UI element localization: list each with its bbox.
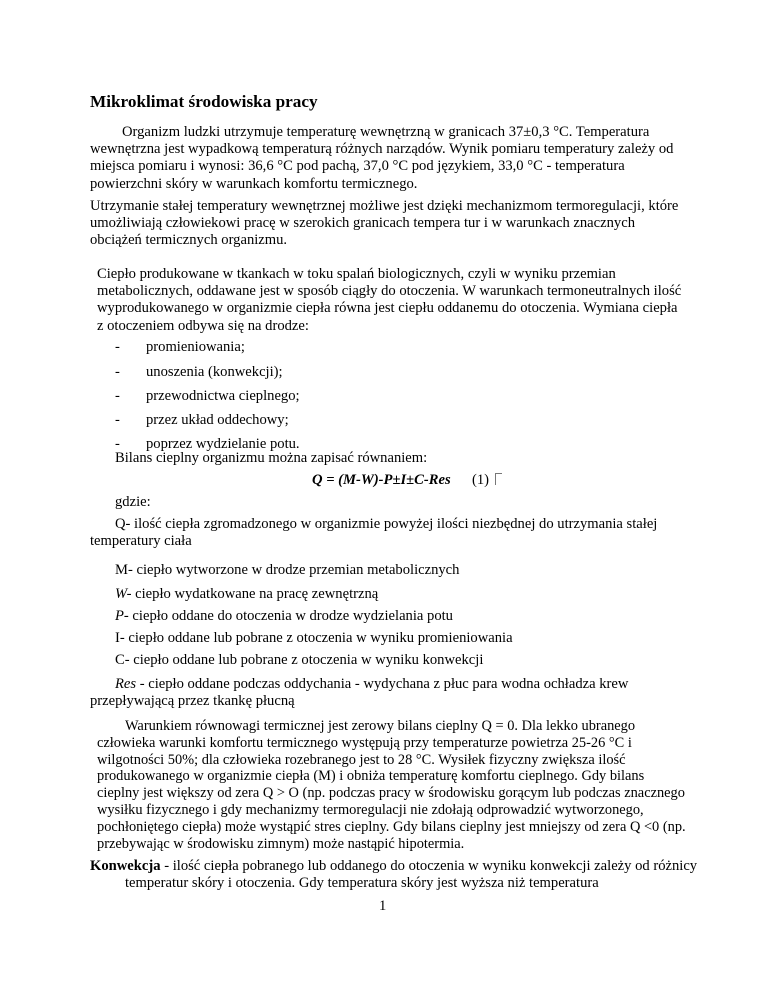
def-text: ciepło oddane do otoczenia w drodze wydzielania potu [128,608,453,624]
def-symbol: I- [115,630,125,646]
page-number: 1 [379,898,387,914]
list-dash: - [115,388,120,404]
list-item-text: promieniowania; [146,339,245,355]
equation-number: (1) [471,472,489,488]
equation-marker [495,473,502,485]
list-dash: - [115,364,120,380]
paragraph-termoregulacja: Utrzymanie stałej temperatury wewnętrznej możliwe jest dzięki mechanizmom termoregulacji, które umożliwiają człowiekowi pracę w szerokich granicach tempera tur i w warunkach znacznych obciążeń termicznych organizmu. [90,198,679,249]
list-item-text: przewodnictwa cieplnego; [146,388,300,404]
def-text: ciepło wydatkowane na pracę zewnętrzną [131,586,379,602]
def-symbol: C- [115,652,130,668]
equation-row [312,472,502,489]
bilans-intro: Bilans cieplny organizmu można zapisać równaniem: [115,450,428,466]
def-text: ciepło oddane lub pobrane z otoczenia w wyniku konwekcji [129,652,484,668]
list-item-text: poprzez wydzielanie potu. [146,436,300,452]
list-dash: - [115,339,120,355]
list-item-text: przez układ oddechowy; [146,412,289,428]
def-C [115,652,483,669]
def-text: ciepło oddane lub pobrane z otoczenia w wyniku promieniowania [124,630,513,646]
paragraph-intro: Organizm ludzki utrzymuje temperaturę wewnętrzną w granicach 37±0,3 °C. Temperatura wewnętrzna jest wypadkową temperaturą różnych narządów. Wynik pomiaru temperatury zależy od miejsca pomiaru i wynosi: 36,6 °C pod pachą, 37,0 °C pod językiem, 33,0 °C - temperatura powierzchni skóry w warunkach komfortu termicznego. [90,124,674,192]
paragraph-cieplo: Ciepło produkowane w tkankach w toku spalań biologicznych, czyli w wyniku przemian metabolicznych, oddawane jest w sposób ciągły do otoczenia. W warunkach termoneutralnych ilość wyprodukowanego w organizmie ciepła równa jest ciepłu oddanemu do otoczenia. Wymiana ciepła z otoczeniem odbywa się na drodze: [97,266,682,334]
def-text: ciepło oddane podczas oddychania - wydychana z płuc para wodna ochładza krew przepływającą przez tkankę płucną [90,676,629,710]
def-Q [90,516,690,550]
def-text: ciepło wytworzone w drodze przemian metabolicznych [132,562,460,578]
def-symbol: P- [115,608,129,624]
paragraph-konwekcja [90,858,725,892]
def-W [115,586,378,603]
def-symbol: Q- [115,516,131,532]
konwekcja-term: Konwekcja [90,858,161,874]
def-symbol: M- [115,562,133,578]
list-dash: - [115,412,120,428]
def-symbol: Res - [115,676,145,692]
def-M [115,562,459,579]
def-text: ilość ciepła zgromadzonego w organizmie powyżej ilości niezbędnej do utrzymania stałej temperatury ciała [90,516,658,550]
def-P [115,608,453,625]
def-Res [90,676,690,710]
gdzie-label: gdzie: [115,494,151,510]
paragraph-rownowaga: Warunkiem równowagi termicznej jest zerowy bilans cieplny Q = 0. Dla lekko ubranego człowieka warunki komfortu termicznego występują przy temperaturze powietrza 25-26 °C i wilgotności 50%; dla człowieka rozebranego jest to 28 °C. Wysiłek fizyczny zwiększa ilość produkowanego w organizmie ciepła (M) i obniża temperaturę komfortu cieplnego. Gdy bilans cieplny jest większy od zera Q > O (np. podczas pracy w środowisku gorącym lub podczas znacznego wysiłku fizycznego i gdy mechanizmy termoregulacji nie zdołają odprowadzić wytworzonego, pochłoniętego ciepła) może wystąpić stres cieplny. Gdy bilans cieplny jest mniejszy od zera Q <0 (np. przebywając w środowisku zimnym) może nastąpić hipotermia. [97,718,686,852]
def-I [115,630,513,647]
konwekcja-text: - ilość ciepła pobranego lub oddanego do otoczenia w wyniku konwekcji zależy od różnicy temperatur skóry i otoczenia. Gdy temperatura skóry jest wyższa niż temperatura [125,858,698,892]
list-dash: - [115,436,120,452]
page-title: Mikroklimat środowiska pracy [90,92,318,111]
equation: Q = (M-W)-P±I±C-Res [312,472,451,488]
def-symbol: W- [115,586,132,602]
list-item-text: unoszenia (konwekcji); [146,364,283,380]
